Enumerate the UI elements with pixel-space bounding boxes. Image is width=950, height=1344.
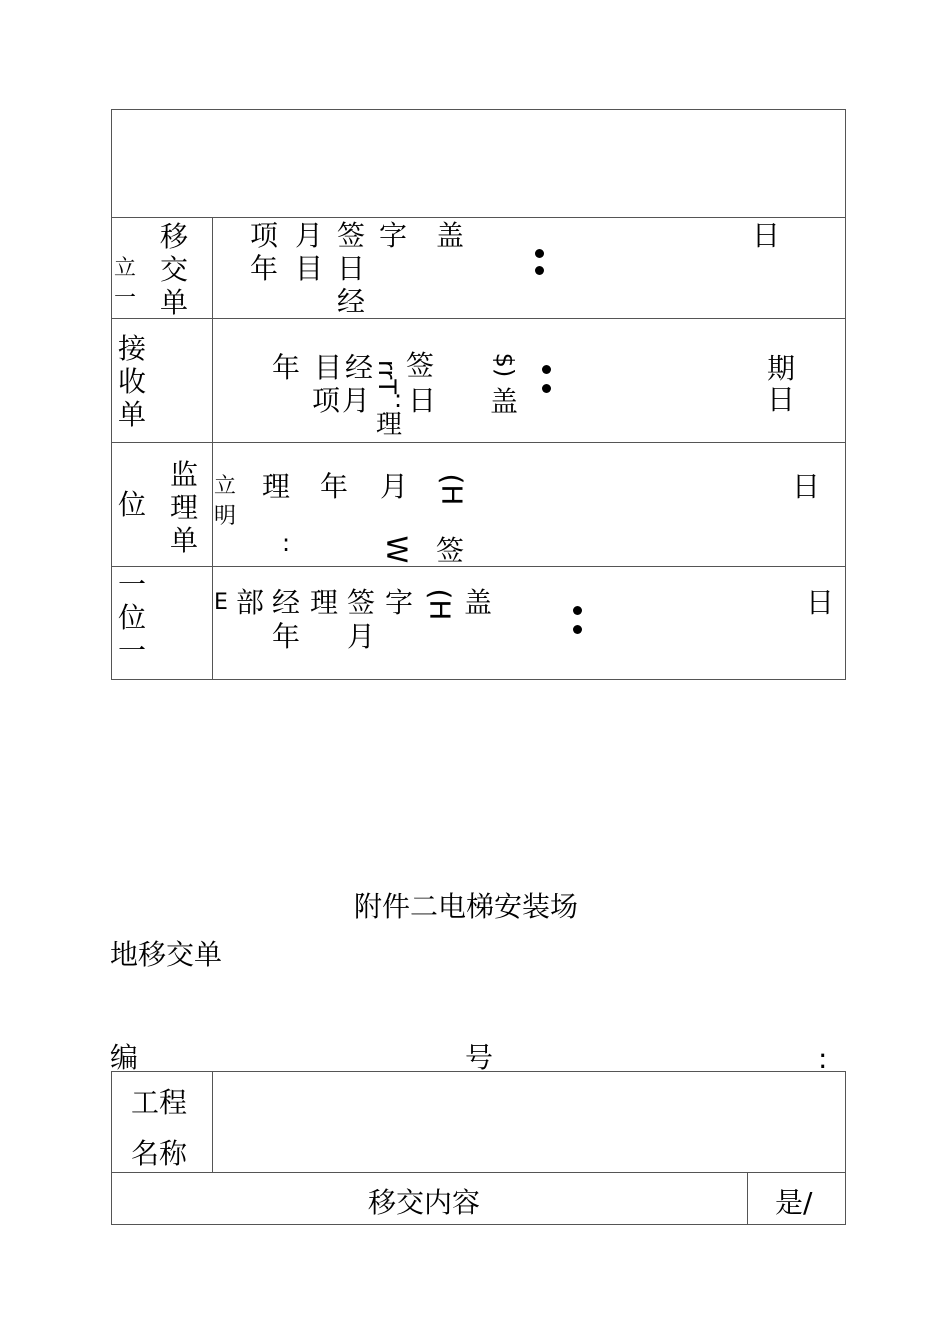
row-divider — [111, 217, 846, 218]
label-char: 监 — [170, 458, 199, 491]
supervision-side-char: 位 — [118, 488, 147, 521]
row-divider — [111, 318, 846, 319]
receive-li: 理 — [376, 410, 403, 440]
handover-word: 日 — [337, 252, 366, 285]
receive-unit-label — [118, 332, 146, 431]
label-char: 理 — [170, 491, 199, 524]
receive-rotated-text: rrT — [372, 360, 401, 394]
unit-word: 部 — [236, 586, 265, 619]
column-divider — [212, 1071, 213, 1173]
unit-rotated-h: (H — [423, 588, 457, 621]
receive-word: 月 — [342, 384, 371, 417]
supervision-day: 日 — [792, 470, 821, 503]
receive-word: 经 — [345, 351, 374, 384]
colon-dot — [535, 249, 544, 258]
receive-right-bottom: 日 — [767, 383, 796, 416]
handover-word: 目 — [295, 252, 324, 285]
project-name-label-line2: 名称 — [131, 1137, 188, 1170]
row-divider — [111, 442, 846, 443]
handover-word: 项 — [250, 219, 279, 252]
supervision-word: 年 — [320, 470, 349, 503]
receive-right-top: 期 — [767, 352, 796, 385]
label-char: 单 — [118, 398, 147, 431]
colon-dot — [542, 365, 551, 374]
handover-side-text — [114, 254, 136, 314]
handover-day: 日 — [752, 219, 781, 252]
colon-dot — [573, 606, 582, 615]
handover-word: 签 — [337, 219, 366, 252]
handover-word: 月 — [295, 219, 324, 252]
label-char: 移 — [160, 220, 189, 253]
supervision-edge-text — [214, 472, 236, 532]
side-char: 一 — [118, 568, 147, 601]
receive-word: 目 — [314, 351, 343, 384]
content-header: 移交内容 — [368, 1186, 481, 1219]
unit-edge-char: E — [214, 590, 228, 615]
page-title: 附件二电梯安装场 — [354, 890, 579, 923]
row-divider — [111, 1172, 846, 1173]
supervision-word: 理 — [262, 470, 291, 503]
receive-sign: 签 — [406, 349, 435, 382]
receive-word: 项 — [312, 384, 341, 417]
receive-word: 年 — [272, 351, 301, 384]
page-title-continued: 地移交单 — [110, 938, 223, 971]
label-char: 单 — [160, 286, 189, 319]
unit-gai: 盖 — [464, 586, 493, 619]
column-divider — [212, 217, 213, 680]
side-char: 位 — [118, 601, 147, 634]
handover-word: 字 — [379, 219, 408, 252]
unit-word: 理 — [310, 586, 339, 619]
handover-word: 经 — [337, 285, 366, 318]
label-char: 收 — [118, 365, 147, 398]
number-colon: : — [818, 1042, 828, 1075]
receive-colon: : — [394, 385, 403, 413]
project-name-field[interactable] — [214, 1073, 844, 1171]
supervision-colon: : — [282, 529, 291, 557]
supervision-rotated-h: (H — [435, 473, 469, 506]
unit-word: 月 — [347, 620, 376, 653]
label-char: 交 — [160, 253, 189, 286]
receive-day-char: 日 — [408, 384, 437, 417]
supervision-sign: 签 — [436, 534, 465, 567]
colon-dot — [535, 266, 544, 275]
unit-side-text — [118, 568, 146, 667]
receive-gai: 盖 — [490, 385, 519, 418]
project-name-label: 工程 — [131, 1086, 188, 1119]
receive-rotated-symbol: $) — [490, 352, 519, 378]
unit-word: 年 — [272, 620, 301, 653]
side-char: 一 — [114, 286, 137, 311]
label-char: 接 — [118, 332, 147, 365]
handover-word: 年 — [250, 252, 279, 285]
unit-day: 日 — [806, 586, 835, 619]
colon-dot — [542, 384, 551, 393]
row-divider — [111, 566, 846, 567]
supervision-unit-label — [170, 458, 198, 557]
number-label-mid: 号 — [465, 1041, 494, 1074]
unit-word: 签 — [347, 586, 376, 619]
handover-word: 盖 — [436, 219, 465, 252]
yes-no-header: 是/ — [775, 1186, 813, 1219]
handover-unit-label — [160, 220, 188, 319]
number-label: 编 — [110, 1041, 139, 1074]
colon-dot — [573, 625, 582, 634]
edge-char: 明 — [214, 504, 237, 529]
side-char: 一 — [118, 634, 147, 667]
supervision-rotated-w: W — [380, 535, 414, 564]
column-divider — [747, 1172, 748, 1225]
unit-word: 经 — [272, 586, 301, 619]
supervision-word: 月 — [380, 470, 409, 503]
unit-word: 字 — [385, 586, 414, 619]
side-char: 立 — [114, 256, 137, 281]
label-char: 单 — [170, 524, 199, 557]
edge-char: 立 — [214, 474, 237, 499]
